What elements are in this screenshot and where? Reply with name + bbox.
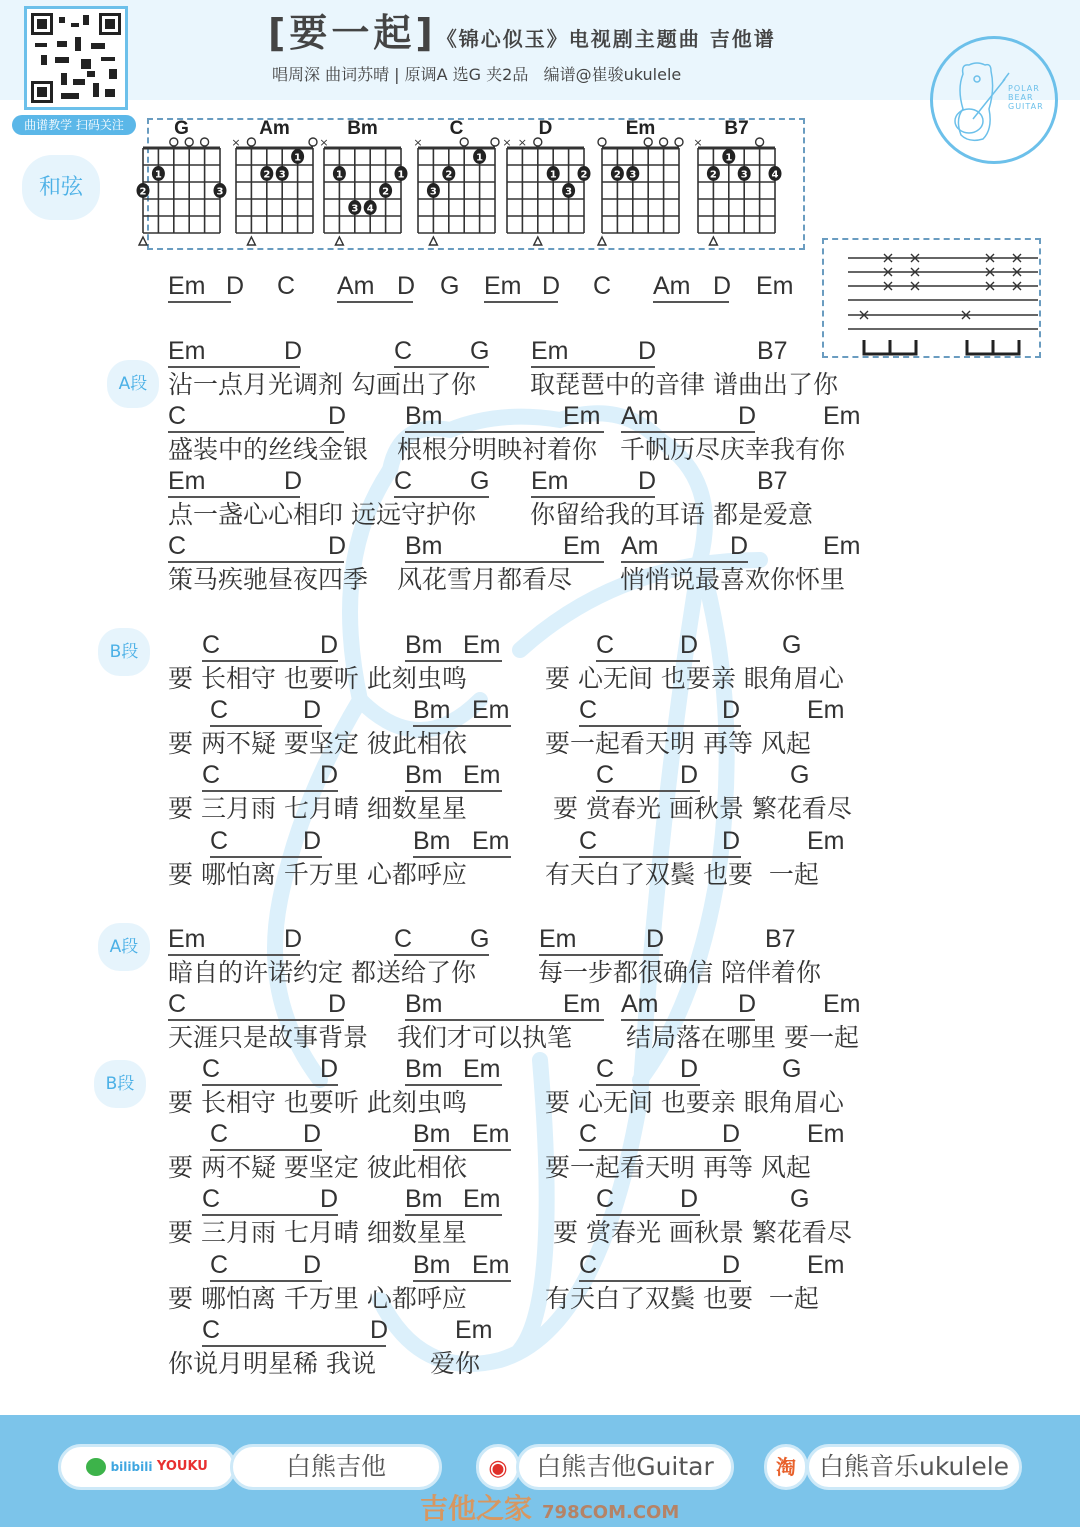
weibo-icon[interactable]: ◉ xyxy=(476,1444,520,1490)
page-title xyxy=(268,10,776,64)
chord-symbol: Am xyxy=(621,990,659,1018)
open-string-marker xyxy=(534,138,542,146)
chord-underline xyxy=(405,1214,502,1216)
lyric-line: 取琵琶中的音律 谱曲出了你 xyxy=(530,370,838,399)
social-icons-pill[interactable] xyxy=(58,1444,236,1490)
taobao-account-pill[interactable]: 白熊音乐ukulele xyxy=(806,1444,1022,1490)
section-label-b: B段 xyxy=(98,628,150,676)
open-string-marker xyxy=(644,138,652,146)
chord-underline xyxy=(405,561,604,563)
chord-symbol: D xyxy=(722,1120,741,1148)
chord-symbol: Em xyxy=(531,337,569,365)
svg-text:1: 1 xyxy=(549,169,557,181)
chord-underline xyxy=(596,790,700,792)
taobao-icon[interactable]: 淘 xyxy=(764,1444,808,1490)
chord-symbol: G xyxy=(470,337,490,365)
watermark-url: 798COM.COM xyxy=(542,1502,680,1523)
chord-underline xyxy=(210,856,322,858)
chord-symbol: Am xyxy=(621,532,659,560)
chord-symbol: Em xyxy=(807,827,845,855)
chord-symbol: Bm xyxy=(405,631,443,659)
chord-underline xyxy=(337,301,413,303)
muted-string-marker: × xyxy=(231,136,241,149)
finger-dot xyxy=(379,183,392,198)
chord-symbol: G xyxy=(782,1055,802,1083)
song-title: [要一起] xyxy=(268,11,437,55)
svg-text:3: 3 xyxy=(351,203,359,215)
svg-text:1: 1 xyxy=(725,152,733,164)
lyric-line: 要 长相守 也要听 此刻虫鸣 xyxy=(168,664,467,693)
chord-symbol: Em xyxy=(563,990,601,1018)
open-string-marker xyxy=(598,138,606,146)
chord-symbol: Bm xyxy=(413,696,451,724)
chord-diagram-name: C xyxy=(449,118,464,139)
finger-dot xyxy=(152,166,165,181)
finger-dot xyxy=(547,166,560,181)
wechat-icon xyxy=(86,1458,106,1476)
chord-symbol: G xyxy=(470,467,490,495)
chord-symbol: Em xyxy=(823,532,861,560)
chord-symbol: B7 xyxy=(765,925,796,953)
chord-symbol: Em xyxy=(472,1251,510,1279)
lyric-line: 要一起看天明 再等 风起 xyxy=(545,1153,811,1182)
chord-symbol: D xyxy=(680,1055,699,1083)
svg-text:1: 1 xyxy=(335,169,343,181)
svg-text:2: 2 xyxy=(263,169,271,181)
chord-symbol: C xyxy=(210,1120,229,1148)
account-pill-baixiong-guitar[interactable]: 白熊吉他 xyxy=(230,1444,442,1490)
chord-symbol: Em xyxy=(563,402,601,430)
chord-symbol: Em xyxy=(823,990,861,1018)
chord-symbol: D xyxy=(328,990,347,1018)
chord-symbol: D xyxy=(730,532,749,560)
muted-string-marker: × xyxy=(693,136,703,149)
chord-underline xyxy=(413,725,511,727)
muted-string-marker: × xyxy=(413,136,423,149)
chord-underline xyxy=(168,366,300,368)
chord-underline xyxy=(621,561,748,563)
chord-underline xyxy=(621,431,755,433)
chord-diagram-name: Em xyxy=(625,118,656,139)
chord-symbol: G xyxy=(790,1185,810,1213)
root-note-marker xyxy=(534,237,542,245)
chord-symbol: C xyxy=(579,1251,598,1279)
chord-symbol: D xyxy=(722,827,741,855)
svg-text:1: 1 xyxy=(476,152,484,164)
chord-symbol: Em xyxy=(168,925,206,953)
chord-symbol: C xyxy=(202,1055,221,1083)
chords-label: 和弦 xyxy=(22,155,100,220)
chord-underline xyxy=(394,366,489,368)
chord-symbol: C xyxy=(210,696,229,724)
finger-dot xyxy=(626,166,639,181)
lyric-line: 爱你 xyxy=(430,1349,481,1378)
chord-underline xyxy=(405,1084,502,1086)
chord-symbol: C xyxy=(168,402,187,430)
chord-symbol: Bm xyxy=(405,1185,443,1213)
weibo-account-pill[interactable]: 白熊吉他Guitar xyxy=(516,1444,734,1490)
chord-symbol: Em xyxy=(463,1055,501,1083)
chord-symbol: D xyxy=(722,1251,741,1279)
chord-symbol: C xyxy=(277,272,296,300)
muted-string-marker: × xyxy=(517,136,528,149)
chord-symbol: G xyxy=(790,761,810,789)
chord-symbol: C xyxy=(202,631,221,659)
chord-underline xyxy=(484,301,558,303)
chord-symbol: Em xyxy=(484,272,522,300)
chord-underline xyxy=(202,790,338,792)
youku-icon: YOUKU xyxy=(156,1459,208,1474)
chord-symbol: C xyxy=(394,467,413,495)
chord-symbol: Bm xyxy=(405,532,443,560)
chord-symbol: G xyxy=(470,925,490,953)
lyric-line: 结局落在哪里 要一起 xyxy=(626,1023,859,1052)
chord-symbol: C xyxy=(168,990,187,1018)
chord-underline xyxy=(596,660,700,662)
chord-symbol: Em xyxy=(472,827,510,855)
chord-symbol: Bm xyxy=(405,761,443,789)
qr-code[interactable] xyxy=(24,6,128,110)
chord-symbol: Em xyxy=(472,696,510,724)
finger-dot xyxy=(427,183,440,198)
chord-symbol: C xyxy=(579,827,598,855)
lyric-line: 要 赏春光 画秋景 繁花看尽 xyxy=(553,1218,852,1247)
finger-dot xyxy=(473,149,486,164)
chord-symbol: D xyxy=(722,696,741,724)
lyric-line: 要 长相守 也要听 此刻虫鸣 xyxy=(168,1088,467,1117)
chord-underline xyxy=(168,954,300,956)
chord-symbol: D xyxy=(328,402,347,430)
chord-symbol: C xyxy=(210,1251,229,1279)
svg-text:3: 3 xyxy=(278,169,286,181)
chord-symbol: Em xyxy=(563,532,601,560)
lyric-line: 千帆历尽庆幸我有你 xyxy=(620,435,846,464)
chord-symbol: C xyxy=(596,761,615,789)
chord-underline xyxy=(405,660,502,662)
chord-symbol: B7 xyxy=(757,467,788,495)
chord-symbol: B7 xyxy=(757,337,788,365)
bilibili-icon: bilibili xyxy=(110,1460,153,1474)
chord-symbol: D xyxy=(320,1185,339,1213)
chord-symbol: Em xyxy=(823,402,861,430)
finger-dot xyxy=(738,166,751,181)
chord-symbol: D xyxy=(303,696,322,724)
lyric-line: 天涯只是故事背景 xyxy=(168,1023,369,1052)
chord-symbol: D xyxy=(284,467,303,495)
chord-symbol: Em xyxy=(455,1316,493,1344)
finger-dot xyxy=(769,166,782,181)
chord-symbol: Bm xyxy=(405,402,443,430)
svg-text:3: 3 xyxy=(216,186,224,198)
finger-dot xyxy=(260,166,273,181)
lyric-line: 要 两不疑 要坚定 彼此相依 xyxy=(168,729,467,758)
chord-symbol: D xyxy=(646,925,665,953)
strum-pattern-icon xyxy=(824,240,1039,356)
chord-symbol: Em xyxy=(807,696,845,724)
chord-diagram-name: D xyxy=(538,118,553,139)
chord-underline xyxy=(405,1019,604,1021)
chord-symbol: Em xyxy=(539,925,577,953)
finger-dot xyxy=(291,149,304,164)
svg-text:2: 2 xyxy=(613,169,621,181)
chord-underline xyxy=(210,1149,322,1151)
chord-symbol: D xyxy=(397,272,416,300)
svg-text:2: 2 xyxy=(445,169,453,181)
svg-text:3: 3 xyxy=(740,169,748,181)
chord-symbol: Em xyxy=(168,337,206,365)
chord-symbol: D xyxy=(320,631,339,659)
root-note-marker xyxy=(709,237,717,245)
lyric-line: 要 哪怕离 千万里 心都呼应 xyxy=(168,1284,467,1313)
finger-dot xyxy=(722,149,735,164)
chord-underline xyxy=(531,496,655,498)
chord-symbol: Em xyxy=(463,1185,501,1213)
svg-text:2: 2 xyxy=(139,186,147,198)
chord-symbol: D xyxy=(328,532,347,560)
chord-symbol: Bm xyxy=(413,1120,451,1148)
chord-underline xyxy=(413,1149,511,1151)
chord-symbol: D xyxy=(738,402,757,430)
lyric-line: 悄悄说最喜欢你怀里 xyxy=(620,565,846,594)
svg-text:1: 1 xyxy=(294,152,302,164)
lyric-line: 有天白了双鬓 也要 一起 xyxy=(545,860,819,889)
svg-text:2: 2 xyxy=(382,186,390,198)
open-string-marker xyxy=(675,138,683,146)
chord-symbol: Em xyxy=(472,1120,510,1148)
chord-symbol: C xyxy=(202,1316,221,1344)
chord-underline xyxy=(168,561,344,563)
finger-dot xyxy=(562,183,575,198)
chord-underline xyxy=(596,1084,700,1086)
chord-underline xyxy=(202,1345,386,1347)
finger-dot xyxy=(137,183,150,198)
chord-symbol: D xyxy=(680,761,699,789)
open-string-marker xyxy=(185,138,193,146)
chord-underline xyxy=(579,1280,741,1282)
open-string-marker xyxy=(247,138,255,146)
chord-symbol: D xyxy=(284,337,303,365)
lyric-line: 策马疾驰昼夜四季 xyxy=(168,565,369,594)
svg-text:2: 2 xyxy=(580,169,588,181)
chord-underline xyxy=(405,790,502,792)
strum-pattern-box xyxy=(822,238,1041,358)
chord-symbol: C xyxy=(168,532,187,560)
chord-symbol: D xyxy=(303,1120,322,1148)
chord-underline xyxy=(394,496,489,498)
muted-string-marker: × xyxy=(502,136,512,149)
chord-underline xyxy=(210,1280,322,1282)
chord-diagram-b7 xyxy=(684,116,794,246)
finger-dot xyxy=(707,166,720,181)
svg-text:4: 4 xyxy=(366,203,374,215)
chord-underline xyxy=(210,725,322,727)
chord-diagram-d xyxy=(493,116,603,246)
chord-underline xyxy=(168,301,231,303)
chord-symbol: Em xyxy=(463,631,501,659)
chord-symbol: Am xyxy=(653,272,691,300)
chord-underline xyxy=(413,856,511,858)
chord-symbol: G xyxy=(782,631,802,659)
finger-dot xyxy=(333,166,346,181)
qr-badge: 曲谱教学 扫码关注 xyxy=(12,115,136,135)
chord-underline xyxy=(579,725,741,727)
chord-symbol: C xyxy=(579,696,598,724)
chord-diagram-name: Am xyxy=(259,118,290,139)
lyric-line: 风花雪月都看尽 xyxy=(397,565,573,594)
lyric-line: 要 三月雨 七月晴 细数星星 xyxy=(168,794,467,823)
chord-underline xyxy=(413,1280,511,1282)
root-note-marker xyxy=(598,237,606,245)
chord-symbol: D xyxy=(370,1316,389,1344)
qr-code-icon xyxy=(31,13,121,103)
chord-symbol: D xyxy=(680,1185,699,1213)
chord-symbol: Bm xyxy=(413,827,451,855)
lyric-line: 要 哪怕离 千万里 心都呼应 xyxy=(168,860,467,889)
open-string-marker xyxy=(170,138,178,146)
chord-symbol: D xyxy=(226,272,245,300)
lyric-line: 要 三月雨 七月晴 细数星星 xyxy=(168,1218,467,1247)
chord-underline xyxy=(168,496,300,498)
lyric-line: 有天白了双鬓 也要 一起 xyxy=(545,1284,819,1313)
chord-symbol: C xyxy=(593,272,612,300)
chord-symbol: C xyxy=(202,761,221,789)
chord-symbol: Am xyxy=(621,402,659,430)
lyric-line: 我们才可以执笔 xyxy=(397,1023,573,1052)
chord-symbol: Bm xyxy=(405,990,443,1018)
svg-text:1: 1 xyxy=(154,169,162,181)
chord-symbol: Bm xyxy=(413,1251,451,1279)
chord-underline xyxy=(579,1149,741,1151)
chord-symbol: C xyxy=(394,337,413,365)
lyric-line: 要 两不疑 要坚定 彼此相依 xyxy=(168,1153,467,1182)
chord-symbol: C xyxy=(210,827,229,855)
finger-dot xyxy=(442,166,455,181)
lyric-line: 要 心无间 也要亲 眼角眉心 xyxy=(545,1088,844,1117)
finger-dot xyxy=(348,200,361,215)
chord-underline xyxy=(579,856,741,858)
chord-symbol: D xyxy=(713,272,732,300)
chord-diagram-em xyxy=(588,116,698,246)
lyric-line: 每一步都很确信 陪伴着你 xyxy=(538,958,821,987)
chord-underline xyxy=(539,954,663,956)
chord-symbol: Am xyxy=(337,272,375,300)
open-string-marker xyxy=(660,138,668,146)
root-note-marker xyxy=(429,237,437,245)
chord-symbol: Bm xyxy=(405,1055,443,1083)
chord-underline xyxy=(202,660,338,662)
chord-symbol: D xyxy=(638,337,657,365)
chord-symbol: D xyxy=(680,631,699,659)
lyric-line: 点一盏心心相印 远远守护你 xyxy=(168,500,476,529)
svg-text:4: 4 xyxy=(771,169,779,181)
root-note-marker xyxy=(139,237,147,245)
chord-diagram-name: B7 xyxy=(724,118,749,139)
chord-symbol: Em xyxy=(807,1120,845,1148)
chord-symbol: D xyxy=(303,827,322,855)
logo-text: POLAR BEAR GUITAR xyxy=(1008,84,1044,111)
chord-underline xyxy=(653,301,729,303)
chord-symbol: D xyxy=(638,467,657,495)
chord-symbol: D xyxy=(320,761,339,789)
chord-symbol: Em xyxy=(463,761,501,789)
chord-symbol: Em xyxy=(168,467,206,495)
site-watermark xyxy=(420,1492,679,1526)
chord-symbol: G xyxy=(440,272,460,300)
chord-underline xyxy=(596,1214,700,1216)
lyric-line: 要 赏春光 画秋景 繁花看尽 xyxy=(553,794,852,823)
finger-dot xyxy=(611,166,624,181)
lyric-line: 要一起看天明 再等 风起 xyxy=(545,729,811,758)
chord-underline xyxy=(405,431,604,433)
chord-symbol: Em xyxy=(807,1251,845,1279)
chord-underline xyxy=(621,1019,755,1021)
finger-dot xyxy=(364,200,377,215)
chord-underline xyxy=(168,431,344,433)
lyric-line: 你说月明星稀 我说 xyxy=(168,1349,376,1378)
chord-underline xyxy=(531,366,655,368)
chord-symbol: D xyxy=(303,1251,322,1279)
chord-symbol: Em xyxy=(168,272,206,300)
muted-string-marker: × xyxy=(319,136,329,149)
open-string-marker xyxy=(756,138,764,146)
lyric-line: 沾一点月光调剂 勾画出了你 xyxy=(168,370,476,399)
root-note-marker xyxy=(335,237,343,245)
svg-text:3: 3 xyxy=(565,186,573,198)
chord-underline xyxy=(394,954,489,956)
lyric-line: 你留给我的耳语 都是爱意 xyxy=(530,500,813,529)
title-subtext: 《锦心似玉》电视剧主题曲 吉他谱 xyxy=(436,27,776,51)
lyric-line: 盛装中的丝线金银 xyxy=(168,435,369,464)
chord-symbol: Em xyxy=(756,272,794,300)
chord-symbol: C xyxy=(579,1120,598,1148)
svg-text:3: 3 xyxy=(629,169,637,181)
watermark-text: 吉他之家 xyxy=(420,1492,533,1525)
chord-symbol: C xyxy=(202,1185,221,1213)
chord-symbol: D xyxy=(284,925,303,953)
chord-symbol: C xyxy=(394,925,413,953)
section-label-b: B段 xyxy=(94,1060,146,1108)
chord-symbol: C xyxy=(596,1055,615,1083)
chord-symbol: D xyxy=(738,990,757,1018)
lyric-line: 暗自的许诺约定 都送给了你 xyxy=(168,958,476,987)
lyric-line: 根根分明映衬着你 xyxy=(397,435,598,464)
chord-symbol: D xyxy=(542,272,561,300)
chord-underline xyxy=(202,1084,338,1086)
svg-text:2: 2 xyxy=(709,169,717,181)
chord-symbol: C xyxy=(596,631,615,659)
root-note-marker xyxy=(247,237,255,245)
open-string-marker xyxy=(201,138,209,146)
chord-diagram-name: Bm xyxy=(347,118,378,139)
song-credits: 唱周深 曲词苏晴 | 原调A 选G 夹2品 编谱@崔骏ukulele xyxy=(272,65,682,84)
finger-dot xyxy=(276,166,289,181)
chord-symbol: C xyxy=(596,1185,615,1213)
section-label-a: A段 xyxy=(107,360,159,408)
open-string-marker xyxy=(460,138,468,146)
chord-symbol: D xyxy=(320,1055,339,1083)
svg-text:1: 1 xyxy=(397,169,405,181)
chord-symbol: Em xyxy=(531,467,569,495)
lyric-line: 要 心无间 也要亲 眼角眉心 xyxy=(545,664,844,693)
chord-underline xyxy=(202,1214,338,1216)
svg-text:3: 3 xyxy=(429,186,437,198)
section-label-a: A段 xyxy=(98,923,150,971)
chord-diagram-name: G xyxy=(174,118,189,139)
chord-underline xyxy=(168,1019,344,1021)
